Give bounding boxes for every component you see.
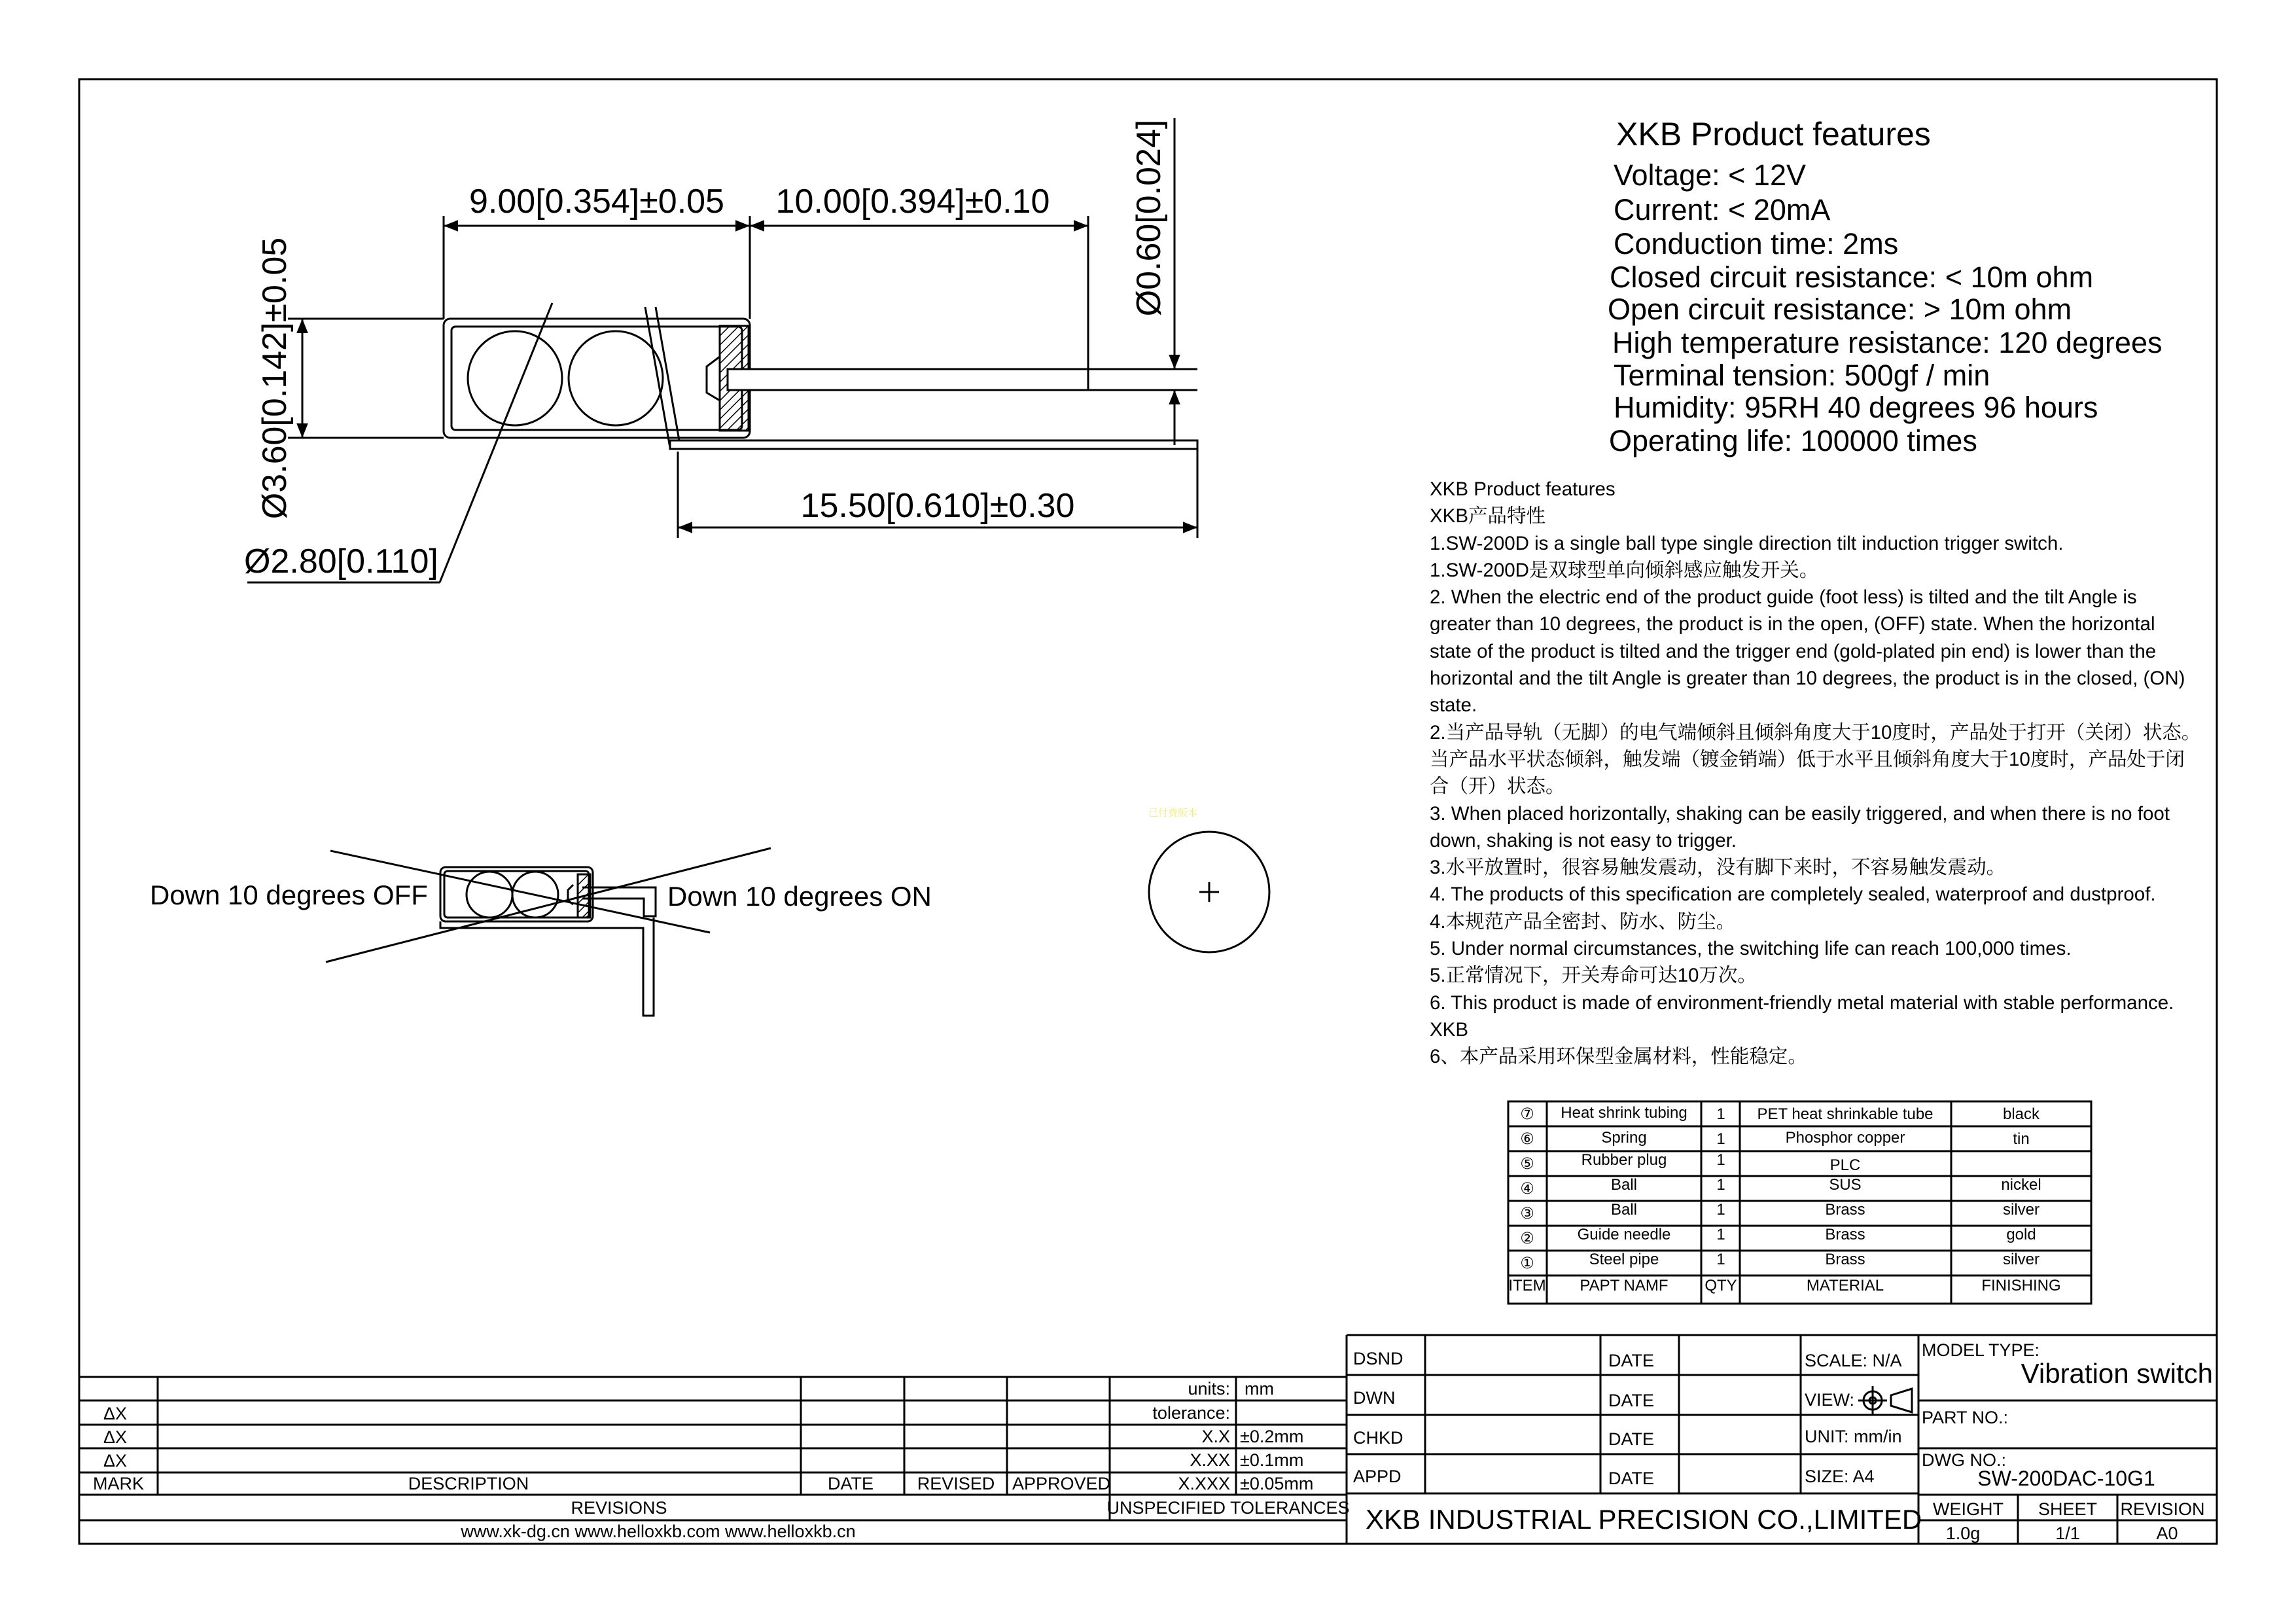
part-no-label: PART NO.: xyxy=(1922,1408,2009,1427)
revisions-header-date: DATE xyxy=(827,1474,874,1493)
features-title: XKB Product features xyxy=(1616,116,1931,152)
bom-material: SUS xyxy=(1829,1176,1862,1194)
bom-material: Phosphor copper xyxy=(1785,1129,1905,1147)
bom-item: ④ xyxy=(1520,1180,1534,1198)
model-type-label: MODEL TYPE: xyxy=(1922,1340,2040,1360)
feature-conduction-time: Conduction time: 2ms xyxy=(1614,227,1899,260)
feature-operating-life: Operating life: 100000 times xyxy=(1609,424,1977,457)
dim-pin-diameter: Ø0.60[0.024] xyxy=(1130,119,1168,317)
dwg-no-label: DWG NO.: xyxy=(1922,1450,2006,1470)
units-value: mm xyxy=(1245,1379,1274,1399)
role-dsnd: DSND xyxy=(1353,1349,1404,1368)
bom-qty: 1 xyxy=(1716,1176,1725,1194)
role-appd: APPD xyxy=(1353,1467,1402,1486)
bom-qty: 1 xyxy=(1716,1226,1725,1243)
dim-overall-length: 15.50[0.610]±0.30 xyxy=(800,487,1075,525)
bom-material: PET heat shrinkable tube xyxy=(1757,1105,1934,1123)
desc-item-3-cn: 3.水平放置时，很容易触发震动，没有脚下来时，不容易触发震动。 xyxy=(1430,857,2006,879)
desc-item-6-en: 6. This product is made of environment-friendly metal material with stable performance. XKB xyxy=(1430,991,2174,1041)
desc-item-1-cn: 1.SW-200D是双球型单向倾斜感应触发开关。 xyxy=(1430,559,1819,581)
dim-body-diameter: Ø3.60[0.142]±0.05 xyxy=(256,237,294,520)
tolerance-xxx-value: ±0.05mm xyxy=(1240,1474,1314,1493)
bom-header-finishing: FINISHING xyxy=(1981,1277,2061,1294)
bom-row-6 xyxy=(1520,1129,2029,1148)
bom-qty: 1 xyxy=(1716,1151,1725,1169)
bom-material: Brass xyxy=(1825,1251,1865,1268)
desc-item-4-cn: 4.本规范产品全密封、防水、防尘。 xyxy=(1430,910,1736,933)
feature-current: Current: < 20mA xyxy=(1614,193,1831,226)
tolerance-xxx-label: X.XXX xyxy=(1178,1474,1230,1493)
bom-finishing: silver xyxy=(2002,1251,2040,1268)
units-label: units: xyxy=(1188,1379,1230,1399)
bom-finishing: black xyxy=(2002,1105,2040,1123)
revision-mark-1: ΔX xyxy=(103,1404,128,1423)
model-type-value: Vibration switch xyxy=(2021,1358,2213,1389)
bom-item: ⑥ xyxy=(1520,1130,1534,1148)
description-block xyxy=(1430,476,2202,1071)
bom-header-row xyxy=(1508,1277,2060,1294)
tilt-diagram xyxy=(326,848,771,1016)
revisions-header-approved: APPROVED xyxy=(1012,1474,1111,1493)
bom-row-3 xyxy=(1520,1201,2040,1222)
tolerance-xx-value: ±0.1mm xyxy=(1240,1450,1304,1470)
scale-label: SCALE: N/A xyxy=(1805,1351,1902,1370)
role-dwn: DWN xyxy=(1353,1388,1396,1408)
bom-header-item: ITEM xyxy=(1508,1277,1546,1294)
revision-mark-3: ΔX xyxy=(103,1451,128,1471)
crosshair-circle-icon xyxy=(1149,832,1269,952)
bom-material: Brass xyxy=(1825,1201,1865,1219)
desc-item-5-cn: 5.正常情况下，开关寿命可达10万次。 xyxy=(1430,965,1757,987)
websites: www.xk-dg.cn www.helloxkb.com www.helloxkb.cn xyxy=(461,1522,856,1541)
bom-material: Brass xyxy=(1825,1226,1865,1243)
bom-item: ③ xyxy=(1520,1205,1534,1222)
date-label-1: DATE xyxy=(1608,1351,1655,1370)
bom-row-1 xyxy=(1520,1251,2040,1272)
bom-header-part: PAPT NAMF xyxy=(1580,1277,1669,1294)
view-label: VIEW: xyxy=(1805,1390,1855,1410)
bom-part: Steel pipe xyxy=(1589,1251,1659,1268)
bom-part: Rubber plug xyxy=(1581,1151,1667,1169)
bom-item: ⑤ xyxy=(1520,1155,1534,1173)
bom-rows xyxy=(1508,1104,2060,1294)
feature-temperature: High temperature resistance: 120 degrees xyxy=(1612,326,2163,359)
projection-symbol-icon xyxy=(1858,1386,1912,1415)
feature-humidity: Humidity: 95RH 40 degrees 96 hours xyxy=(1614,391,2098,424)
tolerance-xx-label: X.XX xyxy=(1190,1450,1230,1470)
feature-open-resistance: Open circuit resistance: > 10m ohm xyxy=(1608,293,2072,326)
dim-pin-length: 10.00[0.394]±0.10 xyxy=(775,183,1050,221)
bom-qty: 1 xyxy=(1716,1105,1725,1123)
bom-finishing: nickel xyxy=(2001,1176,2041,1194)
revision-value: A0 xyxy=(2156,1524,2178,1543)
role-chkd: CHKD xyxy=(1353,1428,1404,1448)
feature-terminal-tension: Terminal tension: 500gf / min xyxy=(1614,359,1990,392)
bom-row-4 xyxy=(1520,1176,2041,1198)
bom-item: ② xyxy=(1520,1230,1534,1247)
bom-part: Guide needle xyxy=(1577,1226,1671,1243)
revisions-header-description: DESCRIPTION xyxy=(408,1474,529,1493)
desc-title-en: XKB Product features xyxy=(1430,478,1616,500)
bom-qty: 1 xyxy=(1716,1251,1725,1268)
revision-label: REVISION xyxy=(2120,1499,2205,1519)
dwg-no-value: SW-200DAC-10G1 xyxy=(1977,1467,2155,1490)
tolerance-x-value: ±0.2mm xyxy=(1240,1427,1304,1446)
bom-qty: 1 xyxy=(1716,1201,1725,1219)
desc-item-2-en: 2. When the electric end of the product guide (foot less) is tilted and the tilt Angle is greater than 10 degrees, the product is in the open, (OFF) state. When the horizontal state of the product is tilted and the trigger end (gold-plated pin end) is lower than the horizontal and the tilt Angle is greater than 10 degrees, the product is in the closed, (ON) state. xyxy=(1430,586,2185,717)
bom-qty: 1 xyxy=(1716,1130,1725,1148)
company-name: XKB INDUSTRIAL PRECISION CO.,LIMITED xyxy=(1366,1504,1922,1535)
desc-item-6-cn: 6、本产品采用环保型金属材料，性能稳定。 xyxy=(1430,1046,1807,1068)
desc-item-3-en: 3. When placed horizontally, shaking can be easily triggered, and when there is no foot down, shaking is not easy to trigger. xyxy=(1430,802,2170,851)
bom-finishing: tin xyxy=(2013,1130,2030,1148)
bom-part: Ball xyxy=(1610,1201,1638,1219)
bom-row-2 xyxy=(1520,1226,2036,1247)
desc-item-2-cn: 2.当产品导轨（无脚）的电气端倾斜且倾斜角度大于10度时，产品处于打开（关闭）状态。当产品水平状态倾斜，触发端（镀金销端）低于水平且倾斜角度大于10度时，产品处于闭合（开）状态。 xyxy=(1430,721,2201,798)
weight-value: 1.0g xyxy=(1945,1524,1981,1543)
bom-item: ① xyxy=(1520,1255,1534,1272)
date-label-3: DATE xyxy=(1608,1429,1655,1449)
desc-item-4-en: 4. The products of this specification are completely sealed, waterproof and dustproof. xyxy=(1430,883,2156,906)
revision-mark-2: ΔX xyxy=(103,1427,128,1447)
tolerances-footer: UNSPECIFIED TOLERANCES xyxy=(1106,1498,1350,1518)
revisions-header-revised: REVISED xyxy=(917,1474,995,1493)
weight-label: WEIGHT xyxy=(1933,1499,2004,1519)
bom-finishing: gold xyxy=(2006,1226,2036,1243)
desc-item-1-en: 1.SW-200D is a single ball type single direction tilt induction trigger switch. xyxy=(1430,532,2064,554)
feature-voltage: Voltage: < 12V xyxy=(1614,158,1806,192)
bom-finishing: silver xyxy=(2002,1201,2040,1219)
features-list xyxy=(1608,158,2162,457)
dim-body-length: 9.00[0.354]±0.05 xyxy=(469,183,724,221)
bom-material: PLC xyxy=(1829,1156,1861,1174)
tilt-on-label: Down 10 degrees ON xyxy=(667,881,932,912)
tilt-off-label: Down 10 degrees OFF xyxy=(150,880,428,910)
sheet-label: SHEET xyxy=(2038,1499,2098,1519)
desc-title-cn: XKB产品特性 xyxy=(1430,505,1546,527)
unit-label: UNIT: mm/in xyxy=(1805,1427,1902,1446)
bom-row-7 xyxy=(1520,1104,2040,1123)
dim-ball-diameter: Ø2.80[0.110] xyxy=(244,543,438,580)
bom-part: Spring xyxy=(1601,1129,1647,1147)
bom-part: Ball xyxy=(1610,1176,1638,1194)
bom-row-5 xyxy=(1520,1151,1860,1174)
size-label: SIZE: A4 xyxy=(1805,1467,1875,1486)
sheet-value: 1/1 xyxy=(2055,1524,2080,1543)
bom-header-material: MATERIAL xyxy=(1806,1277,1884,1294)
watermark: 已付费版本 xyxy=(1148,808,1198,819)
desc-item-5-en: 5. Under normal circumstances, the switching life can reach 100,000 times. xyxy=(1430,938,2072,960)
feature-closed-resistance: Closed circuit resistance: < 10m ohm xyxy=(1610,260,2094,294)
tolerance-x-label: X.X xyxy=(1201,1427,1230,1446)
revisions-label: REVISIONS xyxy=(571,1498,667,1518)
date-label-2: DATE xyxy=(1608,1391,1655,1410)
revisions-header-mark: MARK xyxy=(92,1474,145,1493)
bom-header-qty: QTY xyxy=(1704,1277,1737,1294)
tolerance-label: tolerance: xyxy=(1152,1403,1230,1423)
bom-item: ⑦ xyxy=(1520,1105,1534,1123)
bom-part: Heat shrink tubing xyxy=(1561,1104,1687,1122)
date-label-4: DATE xyxy=(1608,1469,1655,1488)
